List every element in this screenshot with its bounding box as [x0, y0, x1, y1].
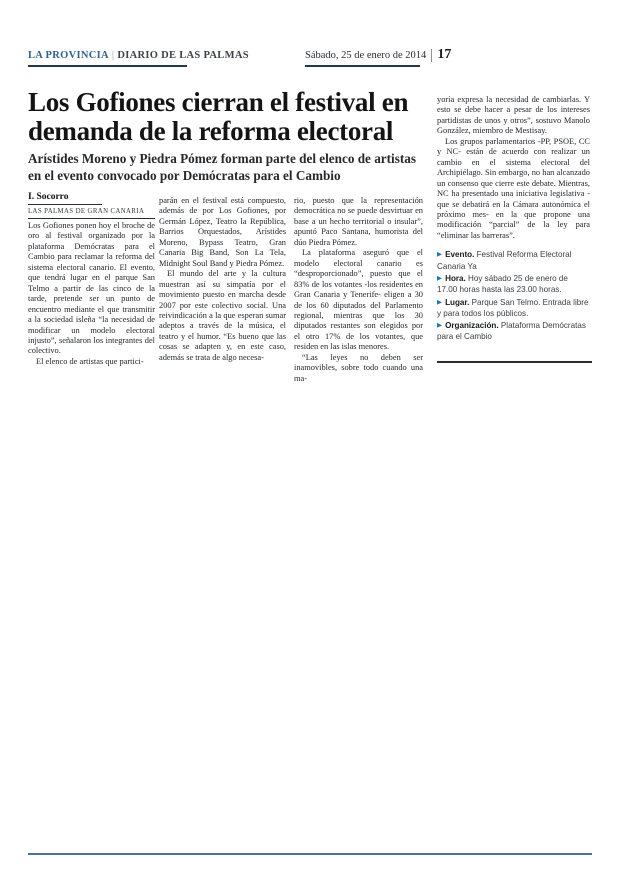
subhead-line: Arístides Moreno y Piedra Pómez forman parte del elenco de artistas [28, 151, 416, 166]
event-info-label: Lugar. [442, 297, 472, 307]
event-info-text: Festival Reforma Electoral Canaria Ya [437, 250, 572, 271]
sidebar-text [437, 95, 590, 241]
masthead-left [28, 50, 249, 61]
dateline-rule [28, 218, 155, 219]
article-column-2 [159, 196, 286, 363]
headline-line: demanda de la reforma electoral [28, 116, 394, 146]
event-info-text: Plataforma Demócratas para el Cambio [437, 321, 586, 342]
arrow-bullet-icon: ▶ [437, 274, 442, 282]
article-paragraph: El mundo del arte y la cultura muestran así su simpatía por el movimiento puesto en marcha desde 2007 por este colectivo social. Una reivindicación a la que esperan sumar adeptos a través de la música, el teatro y el humor. “Es bueno que las cosas se adapten y, en este caso, además se trata de algo necesa- [159, 269, 286, 362]
article-paragraph: La plataforma aseguró que el modelo electoral canario es “desproporcionado”, puesto que el 83% de los votantes -los residentes en Gran Canaria y Tenerife- eligen a 30 de los 60 diputados del Parlamento regional, mientras que los 30 diputados restantes son elegidos por el otro 17% de los votantes, que residen en las islas menores. [294, 248, 423, 352]
dateline: LAS PALMAS DE GRAN CANARIA [28, 208, 145, 215]
byline-block [28, 192, 155, 219]
article-paragraph: rio, puesto que la representación democrática no se puede desvirtuar en base a un hecho territorial o insular”, apuntó Paco Santana, humorista del dúo Piedra Pómez. [294, 196, 423, 247]
page-bottom-rule [28, 853, 592, 855]
event-info-box [437, 250, 590, 342]
article-paragraph: parán en el festival está compuesto, además de por Los Gofiones, por Germán López, Teatro la República, Barrios Orquestados, Arístides Moreno, Bypass Teatro, Gran Canaria Big Band, Son La Tela, Midnight Soul Band y Piedra Pómez. [159, 196, 286, 268]
event-info-label: Hora. [442, 273, 469, 283]
event-info-item [437, 298, 590, 320]
article-column-3 [294, 196, 423, 384]
event-info-label: Organización. [442, 321, 501, 331]
masthead-separator: | [111, 50, 115, 61]
issue-date: Sábado, 25 de enero de 2014 [305, 50, 427, 61]
newspaper-edition: DIARIO DE LAS PALMAS [117, 50, 249, 61]
masthead-rule-left [28, 65, 187, 67]
byline-rule [28, 204, 102, 205]
page-number: 17 [437, 47, 452, 62]
sidebar-end-rule [437, 361, 592, 363]
masthead-rule-right [305, 65, 420, 67]
article-subhead [28, 151, 452, 184]
byline-author: I. Socorro [28, 192, 69, 202]
article-paragraph: Los grupos parlamentarios -PP, PSOE, CC y NC- están de acuerdo con realizar un cambio en el sistema electoral del Archipiélago. Sin embargo, no han alcanzado un consenso que cierre este debate. Mientras, NC ha presentado una iniciativa legislativa -que se debatirá en la Cámara autonómica el próximo mes- en la que propone una modificación “parcial” de la ley para “eliminar las barreras”. [437, 136, 590, 240]
masthead-right [305, 47, 451, 63]
article-paragraph: El elenco de artistas que partici- [36, 356, 144, 366]
subhead-line: en el evento convocado por Demócratas para el Cambio [28, 167, 341, 183]
arrow-bullet-icon: ▶ [437, 322, 442, 330]
arrow-bullet-icon: ▶ [437, 298, 442, 306]
event-info-label: Evento. [442, 250, 477, 260]
article-paragraph: Los Gofiones ponen hoy el broche de oro al festival organizado por la plataforma Demócratas para el Cambio para reclamar la reforma del sistema electoral canario. El evento, que tendrá lugar en el parque San Telmo a partir de las cinco de la tarde, pretende ser un punto de encuentro mediante el que transmitir a la sociedad isleña “la necesidad de modificar un modelo electoral injusto”, señalaron los integrantes del colectivo. [28, 221, 155, 356]
headline-line: Los Gofiones cierran el festival en [28, 87, 409, 117]
arrow-bullet-icon: ▶ [437, 251, 442, 259]
article-paragraph: “Las leyes no deben ser inamovibles, sobre todo cuando una ma- [294, 352, 423, 383]
masthead-divider [431, 49, 432, 62]
event-info-item [437, 274, 590, 296]
article-headline [28, 88, 448, 146]
event-info-item [437, 250, 590, 272]
newspaper-brand: LA PROVINCIA [28, 50, 109, 61]
event-info-item [437, 321, 590, 343]
article-column-1 [28, 221, 155, 367]
sidebar-column [437, 95, 590, 345]
event-info-text: Hoy sábado 25 de enero de 17.00 horas hasta las 23.00 horas. [437, 273, 568, 295]
article-paragraph: yoría expresa la necesidad de cambiarlas. Y esto se debe hacer a pesar de los intereses partidistas de unos y otros”, sostuvo Manolo González, miembro de Mestisay. [437, 95, 590, 136]
event-info-text: Parque San Telmo. Entrada libre y para todos los públicos. [437, 297, 589, 318]
